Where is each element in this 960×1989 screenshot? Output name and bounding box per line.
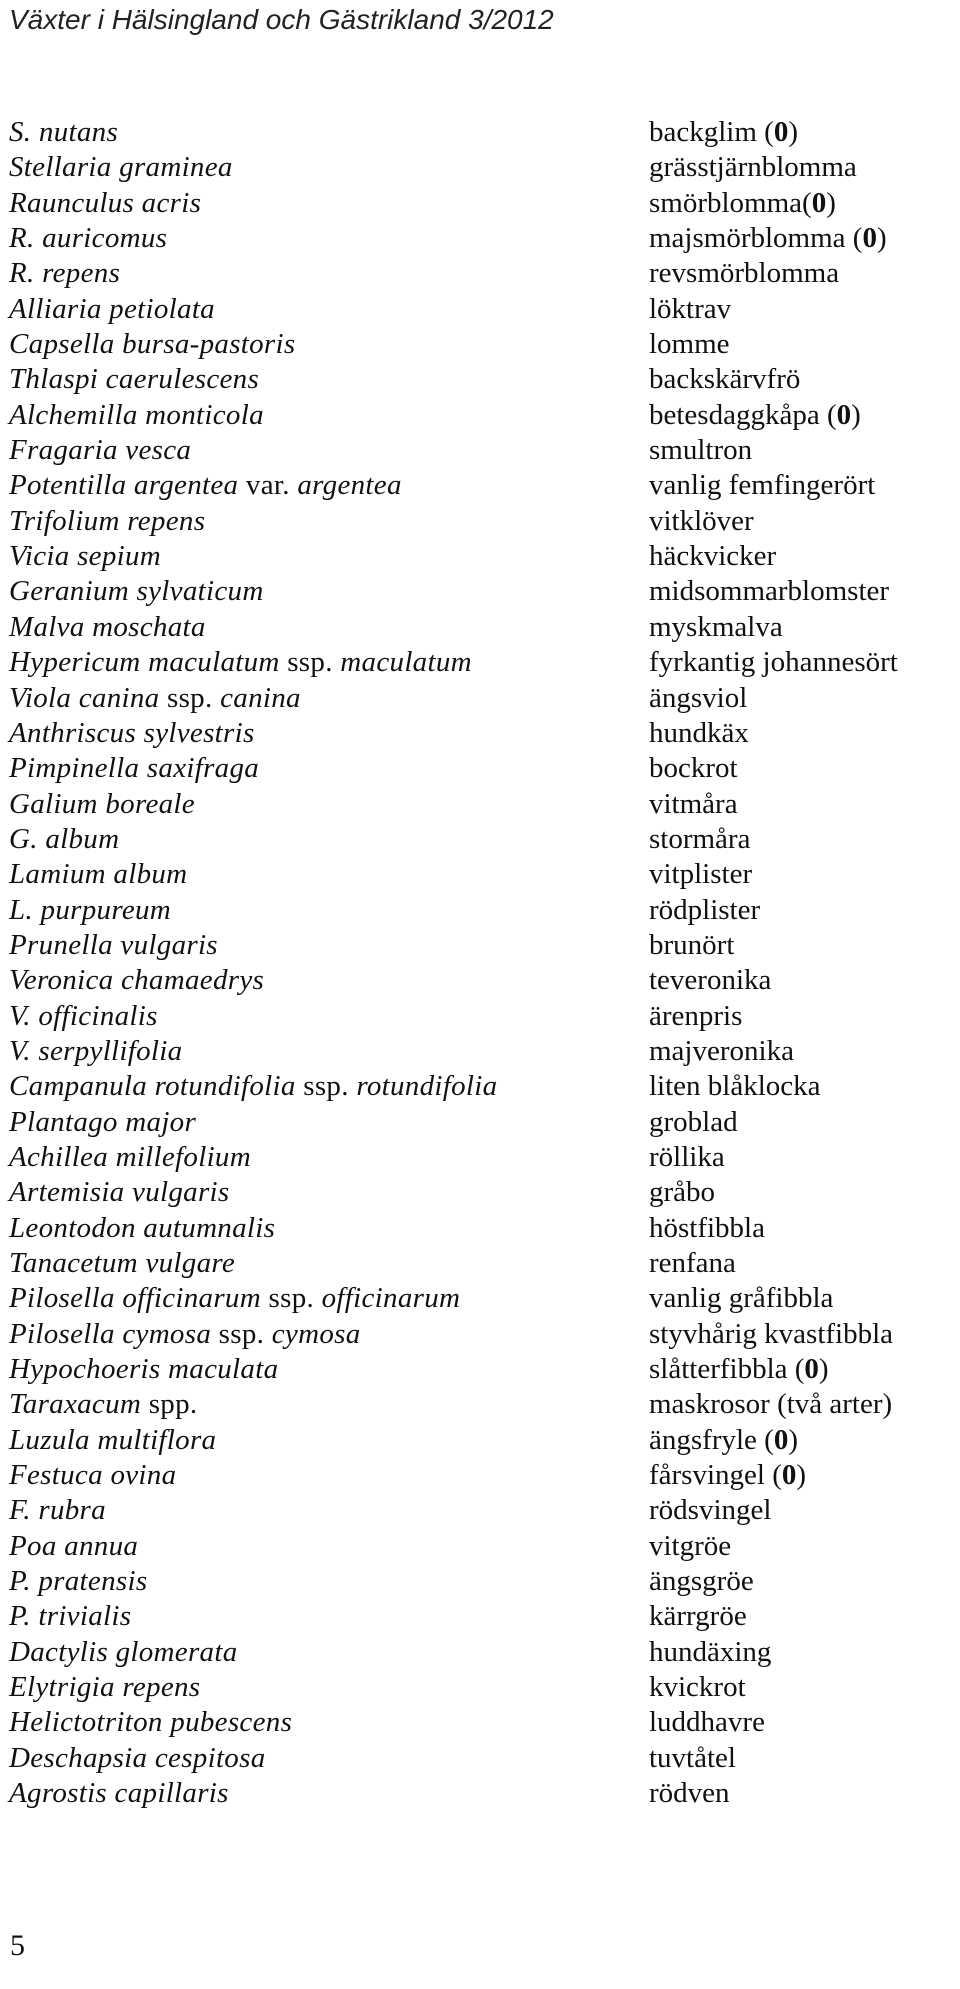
scientific-name xyxy=(9,645,472,680)
swedish-name xyxy=(649,327,730,362)
species-row xyxy=(9,1105,949,1140)
name-part: Raunculus acris xyxy=(9,186,202,219)
name-part: myskmalva xyxy=(649,610,783,643)
scientific-name xyxy=(9,928,218,963)
scientific-name xyxy=(9,1705,292,1740)
scientific-name xyxy=(9,327,295,362)
rank-abbreviation: ssp. xyxy=(303,1070,349,1103)
species-row xyxy=(9,398,949,433)
scientific-name xyxy=(9,857,187,892)
swedish-name xyxy=(649,221,887,256)
name-part: betesdaggkåpa ( xyxy=(649,398,837,431)
species-row xyxy=(9,1387,949,1422)
swedish-name xyxy=(649,1599,747,1634)
name-part: Artemisia vulgaris xyxy=(9,1176,230,1209)
scientific-name xyxy=(9,1317,361,1352)
scientific-name xyxy=(9,468,402,503)
scientific-name xyxy=(9,787,195,822)
name-part: stormåra xyxy=(649,822,751,855)
name-part: Luzula multiflora xyxy=(9,1423,217,1456)
name-part: majveronika xyxy=(649,1034,794,1067)
swedish-name xyxy=(649,999,742,1034)
species-row xyxy=(9,1741,949,1776)
species-row xyxy=(9,186,949,221)
species-row xyxy=(9,256,949,291)
name-part: fårsvingel ( xyxy=(649,1459,782,1492)
name-part: höstfibbla xyxy=(649,1211,765,1244)
name-part: fyrkantig johannesört xyxy=(649,646,898,679)
species-row xyxy=(9,963,949,998)
species-row xyxy=(9,504,949,539)
swedish-name xyxy=(649,1317,893,1352)
scientific-name xyxy=(9,681,301,716)
name-part: liten blåklocka xyxy=(649,1070,821,1103)
name-part: G. album xyxy=(9,822,120,855)
species-row xyxy=(9,1140,949,1175)
swedish-name xyxy=(649,362,800,397)
name-part: vanlig gråfibbla xyxy=(649,1282,834,1315)
scientific-name xyxy=(9,504,205,539)
name-part: bockrot xyxy=(649,752,738,785)
name-part: cymosa xyxy=(264,1317,361,1350)
name-part: Pimpinella saxifraga xyxy=(9,752,260,785)
name-part: Veronica chamaedrys xyxy=(9,964,265,997)
name-part: gråbo xyxy=(649,1176,716,1209)
scientific-name xyxy=(9,398,264,433)
name-part: majsmörblomma ( xyxy=(649,222,863,255)
swedish-name xyxy=(649,1352,829,1387)
name-part: Campanula rotundifolia xyxy=(9,1070,304,1103)
scientific-name xyxy=(9,1670,200,1705)
name-part: Trifolium repens xyxy=(9,504,206,537)
scientific-name xyxy=(9,1281,460,1316)
swedish-name xyxy=(649,256,839,291)
name-part: luddhavre xyxy=(649,1706,765,1739)
name-part: ) xyxy=(876,222,887,255)
swedish-name xyxy=(649,751,738,786)
species-row xyxy=(9,1705,949,1740)
name-part: styvhårig kvastfibbla xyxy=(649,1317,894,1350)
species-row xyxy=(9,1564,949,1599)
name-part: Deschapsia cespitosa xyxy=(9,1741,266,1774)
swedish-name xyxy=(649,963,771,998)
name-part: ärenpris xyxy=(649,999,743,1032)
name-part: tuvtåtel xyxy=(649,1741,736,1774)
name-part: V. serpyllifolia xyxy=(9,1034,183,1067)
scientific-name xyxy=(9,893,171,928)
name-part: Stellaria graminea xyxy=(9,151,233,184)
name-part: Potentilla argentea xyxy=(9,469,246,502)
scientific-name xyxy=(9,1776,229,1811)
name-part: lomme xyxy=(649,328,730,361)
name-part: ) xyxy=(818,1353,829,1386)
species-row xyxy=(9,1175,949,1210)
scientific-name xyxy=(9,999,158,1034)
name-part: R. auricomus xyxy=(9,222,168,255)
name-part: hundkäx xyxy=(649,716,749,749)
name-part: Festuca ovina xyxy=(9,1459,177,1492)
name-part: ängsfryle ( xyxy=(649,1423,774,1456)
scientific-name xyxy=(9,1423,216,1458)
species-row xyxy=(9,999,949,1034)
species-row xyxy=(9,716,949,751)
swedish-name xyxy=(649,1670,746,1705)
name-part: Leontodon autumnalis xyxy=(9,1211,276,1244)
name-part: röllika xyxy=(649,1140,725,1173)
scientific-name xyxy=(9,1034,182,1069)
scientific-name xyxy=(9,362,259,397)
species-row xyxy=(9,893,949,928)
swedish-name xyxy=(649,1246,736,1281)
name-part: Malva moschata xyxy=(9,610,206,643)
swedish-name xyxy=(649,186,836,221)
species-row xyxy=(9,787,949,822)
scientific-name xyxy=(9,1211,275,1246)
scientific-name xyxy=(9,1741,266,1776)
swedish-name xyxy=(649,1705,765,1740)
swedish-name xyxy=(649,1458,806,1493)
zero-marker: 0 xyxy=(773,1423,789,1456)
swedish-name xyxy=(649,539,776,574)
name-part: slåtterfibbla ( xyxy=(649,1353,805,1386)
swedish-name xyxy=(649,1034,794,1069)
swedish-name xyxy=(649,822,750,857)
scientific-name xyxy=(9,1599,131,1634)
species-row xyxy=(9,1069,949,1104)
rank-abbreviation: ssp. xyxy=(167,681,213,714)
species-row xyxy=(9,1529,949,1564)
name-part: backglim ( xyxy=(649,116,774,148)
scientific-name xyxy=(9,292,215,327)
name-part: rödplister xyxy=(649,893,761,926)
swedish-name xyxy=(649,716,749,751)
name-part: S. nutans xyxy=(9,116,119,148)
swedish-name xyxy=(649,150,857,185)
name-part: Geranium sylvaticum xyxy=(9,575,264,608)
rank-abbreviation: ssp. xyxy=(218,1317,265,1350)
name-part: Elytrigia repens xyxy=(9,1671,201,1704)
name-part: vitmåra xyxy=(649,787,738,820)
zero-marker: 0 xyxy=(862,222,877,255)
swedish-name xyxy=(649,1635,771,1670)
zero-marker: 0 xyxy=(804,1353,819,1386)
name-part: argentea xyxy=(289,469,402,502)
species-row xyxy=(9,1352,949,1387)
species-row xyxy=(9,822,949,857)
scientific-name xyxy=(9,539,161,574)
name-part: Fragaria vesca xyxy=(9,434,192,467)
species-row xyxy=(9,150,949,185)
name-part: teveronika xyxy=(649,964,772,997)
name-part: maculatum xyxy=(332,646,472,679)
name-part: Plantago major xyxy=(9,1105,197,1138)
name-part: maskrosor (två arter) xyxy=(649,1388,893,1421)
name-part: Viola canina xyxy=(9,681,168,714)
name-part: Pilosella cymosa xyxy=(9,1317,219,1350)
name-part: rödven xyxy=(649,1777,730,1810)
swedish-name xyxy=(649,574,889,609)
scientific-name xyxy=(9,221,167,256)
scientific-name xyxy=(9,1352,278,1387)
species-row xyxy=(9,1670,949,1705)
name-part: midsommarblomster xyxy=(649,575,890,608)
name-part: Prunella vulgaris xyxy=(9,928,218,961)
species-row xyxy=(9,539,949,574)
scientific-name xyxy=(9,433,191,468)
name-part: kärrgröe xyxy=(649,1600,747,1633)
species-list xyxy=(9,115,949,1812)
swedish-name xyxy=(649,857,752,892)
page-header: Växter i Hälsingland och Gästrikland 3/2012 xyxy=(9,4,554,35)
scientific-name xyxy=(9,1458,176,1493)
swedish-name xyxy=(649,645,898,680)
scientific-name xyxy=(9,1564,147,1599)
species-row xyxy=(9,115,949,150)
name-part: hundäxing xyxy=(649,1635,772,1668)
rank-abbreviation: ssp. xyxy=(268,1282,315,1315)
species-row xyxy=(9,1317,949,1352)
rank-abbreviation: spp. xyxy=(148,1388,198,1421)
name-part: Hypericum maculatum xyxy=(9,646,288,679)
species-row xyxy=(9,327,949,362)
name-part: Anthriscus sylvestris xyxy=(9,716,255,749)
species-row xyxy=(9,610,949,645)
scientific-name xyxy=(9,751,259,786)
swedish-name xyxy=(649,1281,833,1316)
scientific-name xyxy=(9,115,118,150)
species-row xyxy=(9,1458,949,1493)
swedish-name xyxy=(649,928,734,963)
swedish-name xyxy=(649,1140,725,1175)
name-part: Hypochoeris maculata xyxy=(9,1353,279,1386)
name-part: grässtjärnblomma xyxy=(649,151,857,184)
swedish-name xyxy=(649,1069,821,1104)
species-row xyxy=(9,1281,949,1316)
species-row xyxy=(9,1635,949,1670)
swedish-name xyxy=(649,893,760,928)
name-part: smörblomma( xyxy=(649,186,812,219)
zero-marker: 0 xyxy=(836,398,852,431)
species-row xyxy=(9,574,949,609)
species-row xyxy=(9,221,949,256)
species-row xyxy=(9,1423,949,1458)
swedish-name xyxy=(649,398,861,433)
scientific-name xyxy=(9,1529,138,1564)
name-part: kvickrot xyxy=(649,1671,746,1704)
name-part: ) xyxy=(796,1459,807,1492)
name-part: Taraxacum xyxy=(9,1388,149,1421)
species-row xyxy=(9,292,949,327)
name-part: vitklöver xyxy=(649,504,754,537)
swedish-name xyxy=(649,787,738,822)
scientific-name xyxy=(9,1246,235,1281)
name-part: P. trivialis xyxy=(9,1600,132,1633)
species-row xyxy=(9,1034,949,1069)
species-row xyxy=(9,1776,949,1811)
name-part: F. rubra xyxy=(9,1494,106,1527)
name-part: Achillea millefolium xyxy=(9,1140,251,1173)
name-part: Alchemilla monticola xyxy=(9,398,264,431)
zero-marker: 0 xyxy=(773,116,789,148)
name-part: Poa annua xyxy=(9,1529,139,1562)
scientific-name xyxy=(9,610,206,645)
scientific-name xyxy=(9,1069,497,1104)
zero-marker: 0 xyxy=(811,186,827,219)
species-row xyxy=(9,468,949,503)
scientific-name xyxy=(9,1387,197,1422)
name-part: vitplister xyxy=(649,858,753,891)
name-part: canina xyxy=(212,681,301,714)
name-part: brunört xyxy=(649,928,735,961)
name-part: ) xyxy=(788,116,798,148)
name-part: rotundifolia xyxy=(348,1070,498,1103)
swedish-name xyxy=(649,1741,736,1776)
species-row xyxy=(9,645,949,680)
swedish-name xyxy=(649,433,752,468)
scientific-name xyxy=(9,1493,106,1528)
name-part: L. purpureum xyxy=(9,893,172,926)
name-part: ) xyxy=(788,1423,798,1456)
species-row xyxy=(9,928,949,963)
zero-marker: 0 xyxy=(781,1459,797,1492)
name-part: ) xyxy=(826,186,836,219)
name-part: Helictotriton pubescens xyxy=(9,1706,293,1739)
name-part: Agrostis capillaris xyxy=(9,1777,229,1810)
page-number: 5 xyxy=(10,1929,25,1962)
species-row xyxy=(9,433,949,468)
species-row xyxy=(9,1493,949,1528)
species-row xyxy=(9,751,949,786)
name-part: Dactylis glomerata xyxy=(9,1635,238,1668)
name-part: Lamium album xyxy=(9,858,188,891)
name-part: löktrav xyxy=(649,292,732,325)
rank-abbreviation: var. xyxy=(245,469,290,502)
name-part: revsmörblomma xyxy=(649,257,840,290)
scientific-name xyxy=(9,1635,238,1670)
swedish-name xyxy=(649,1423,798,1458)
swedish-name xyxy=(649,1211,765,1246)
species-row xyxy=(9,1599,949,1634)
name-part: officinarum xyxy=(314,1282,461,1315)
scientific-name xyxy=(9,822,119,857)
name-part: R. repens xyxy=(9,257,121,290)
scientific-name xyxy=(9,716,255,751)
swedish-name xyxy=(649,292,731,327)
name-part: vitgröe xyxy=(649,1529,732,1562)
species-row xyxy=(9,681,949,716)
name-part: rödsvingel xyxy=(649,1494,772,1527)
species-row xyxy=(9,362,949,397)
name-part: Galium boreale xyxy=(9,787,195,820)
swedish-name xyxy=(649,1493,771,1528)
scientific-name xyxy=(9,186,201,221)
swedish-name xyxy=(649,1387,892,1422)
name-part: Tanacetum vulgare xyxy=(9,1247,236,1279)
swedish-name xyxy=(649,1175,715,1210)
name-part: ) xyxy=(851,398,861,431)
scientific-name xyxy=(9,1105,196,1140)
name-part: Alliaria petiolata xyxy=(9,292,215,325)
name-part: backskärvfrö xyxy=(649,363,801,396)
name-part: Capsella bursa-pastoris xyxy=(9,328,296,361)
name-part: groblad xyxy=(649,1105,738,1138)
species-row xyxy=(9,1211,949,1246)
name-part: Vicia sepium xyxy=(9,540,162,573)
name-part: V. officinalis xyxy=(9,999,158,1032)
species-row xyxy=(9,857,949,892)
swedish-name xyxy=(649,610,783,645)
name-part: häckvicker xyxy=(649,540,777,573)
scientific-name xyxy=(9,150,233,185)
name-part: Thlaspi caerulescens xyxy=(9,363,260,396)
swedish-name xyxy=(649,1776,730,1811)
swedish-name xyxy=(649,1529,731,1564)
swedish-name xyxy=(649,468,875,503)
scientific-name xyxy=(9,1175,229,1210)
name-part: vanlig femfingerört xyxy=(649,469,876,502)
name-part: renfana xyxy=(649,1247,736,1279)
swedish-name xyxy=(649,115,798,150)
scientific-name xyxy=(9,256,120,291)
name-part: ängsgröe xyxy=(649,1565,754,1598)
rank-abbreviation: ssp. xyxy=(287,646,333,679)
swedish-name xyxy=(649,1564,754,1599)
scientific-name xyxy=(9,1140,251,1175)
scientific-name xyxy=(9,574,264,609)
swedish-name xyxy=(649,681,747,716)
name-part: P. pratensis xyxy=(9,1565,148,1598)
name-part: smultron xyxy=(649,434,753,467)
swedish-name xyxy=(649,504,754,539)
name-part: ängsviol xyxy=(649,681,748,714)
name-part: Pilosella officinarum xyxy=(9,1282,269,1315)
swedish-name xyxy=(649,1105,738,1140)
scientific-name xyxy=(9,963,264,998)
species-row xyxy=(9,1246,949,1281)
